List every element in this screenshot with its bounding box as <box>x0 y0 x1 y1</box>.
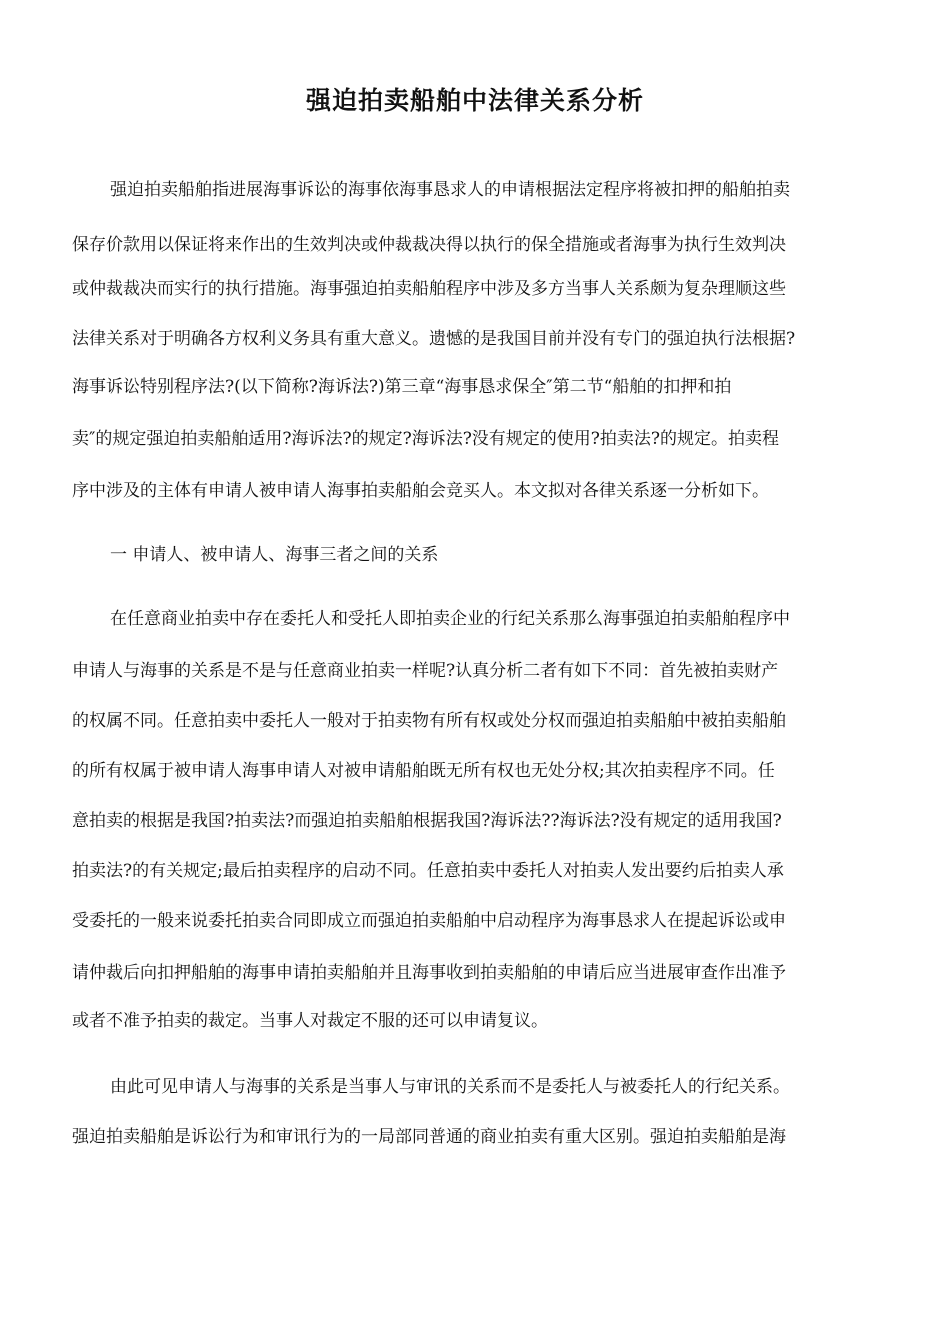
paragraph-1-line-5: 海事诉讼特别程序法?(以下简称?海诉法?)第三章“海事恳求保全″第二节“船舶的扣押和拍 <box>72 377 732 397</box>
paragraph-3-line-1: 由此可见申请人与海事的关系是当事人与审讯的关系而不是委托人与被委托人的行纪关系。 <box>110 1077 790 1097</box>
paragraph-2-line-8: 请仲裁后向扣押船舶的海事申请拍卖船舶并且海事收到拍卖船舶的申请后应当进展审查作出准予 <box>72 963 786 983</box>
paragraph-2-line-9: 或者不准予拍卖的裁定。当事人对裁定不服的还可以申请复议。 <box>72 1011 548 1031</box>
paragraph-1-line-6: 卖″的规定强迫拍卖船舶适用?海诉法?的规定?海诉法?没有规定的使用?拍卖法?的规定。拍卖程 <box>72 429 780 449</box>
paragraph-1-line-7: 序中涉及的主体有申请人被申请人海事拍卖船舶会竞买人。本文拟对各律关系逐一分析如下。 <box>72 481 769 501</box>
paragraph-1-line-2: 保存价款用以保证将来作出的生效判决或仲裁裁决得以执行的保全措施或者海事为执行生效判决 <box>72 235 786 255</box>
paragraph-1-line-4: 法律关系对于明确各方权利义务具有重大意义。遗憾的是我国目前并没有专门的强迫执行法根据? <box>72 329 796 349</box>
document-title: 强迫拍卖船舶中法律关系分析 <box>305 86 644 115</box>
paragraph-2-line-4: 的所有权属于被申请人海事申请人对被申请船舶既无所有权也无处分权;其次拍卖程序不同。任 <box>72 761 775 781</box>
paragraph-2-line-5: 意拍卖的根据是我国?拍卖法?而强迫拍卖船舶根据我国?海诉法??海诉法?没有规定的适用我国? <box>72 811 782 831</box>
paragraph-2-line-1: 在任意商业拍卖中存在委托人和受托人即拍卖企业的行纪关系那么海事强迫拍卖船舶程序中 <box>110 609 790 629</box>
paragraph-2-line-2: 申请人与海事的关系是不是与任意商业拍卖一样呢?认真分析二者有如下不同：首先被拍卖财产 <box>72 661 779 681</box>
paragraph-1-line-1: 强迫拍卖船舶指进展海事诉讼的海事依海事恳求人的申请根据法定程序将被扣押的船舶拍卖 <box>110 180 790 200</box>
paragraph-2-line-3: 的权属不同。任意拍卖中委托人一般对于拍卖物有所有权或处分权而强迫拍卖船舶中被拍卖船舶 <box>72 711 786 731</box>
section-heading-1: 一 申请人、被申请人、海事三者之间的关系 <box>110 545 439 565</box>
paragraph-2-line-7: 受委托的一般来说委托拍卖合同即成立而强迫拍卖船舶中启动程序为海事恳求人在提起诉讼或申 <box>72 911 786 931</box>
paragraph-1-line-3: 或仲裁裁决而实行的执行措施。海事强迫拍卖船舶程序中涉及多方当事人关系颇为复杂理顺这些 <box>72 279 786 299</box>
paragraph-3-line-2: 强迫拍卖船舶是诉讼行为和审讯行为的一局部同普通的商业拍卖有重大区别。强迫拍卖船舶是海 <box>72 1127 786 1147</box>
paragraph-2-line-6: 拍卖法?的有关规定;最后拍卖程序的启动不同。任意拍卖中委托人对拍卖人发出要约后拍卖人承 <box>72 861 784 881</box>
